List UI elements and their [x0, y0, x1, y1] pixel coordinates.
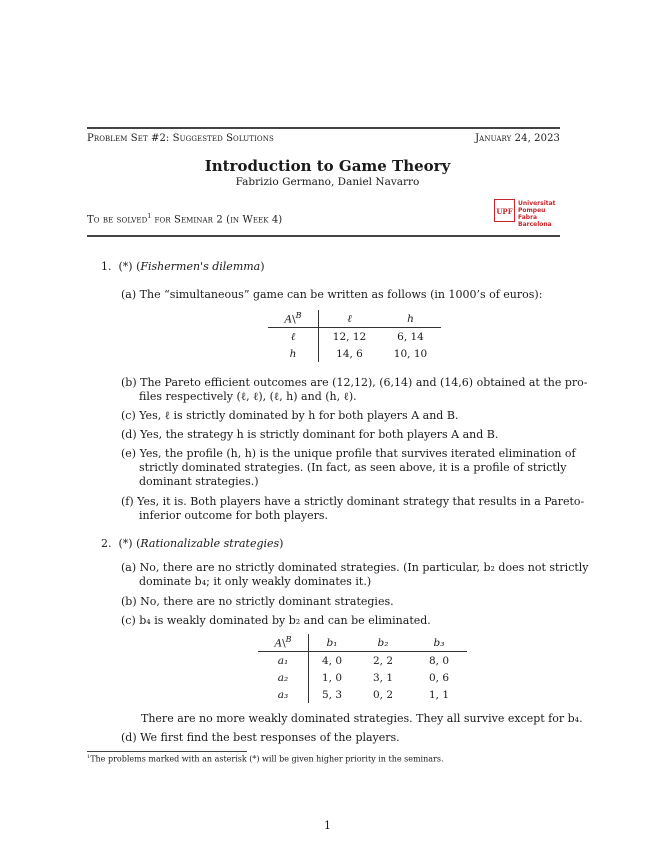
header-left: Problem Set #2: Suggested Solutions [87, 133, 274, 144]
top-rule [87, 127, 560, 129]
page-title: Introduction to Game Theory [204, 157, 451, 175]
header-bottom-rule [87, 235, 560, 237]
subheader-left: To be solved$^1$ for Seminar 2 (in Week 4) [87, 213, 283, 226]
logo-name: Universitat Pompeu Fabra Barcelona [518, 200, 556, 228]
logo-mark: UPF [494, 199, 515, 222]
q1-e: (e) Yes, the profile (h, h) is the unique profile that survives iterated elimination of strictly dominated strategies. (In fact, as seen above, it is a profile of strictly dominant strategies.) [121, 447, 576, 488]
q2-c: (c) b₄ is weakly dominated by b₂ and can be eliminated. [121, 614, 431, 627]
footnote-rule [87, 751, 247, 752]
q1-a: (a) The “simultaneous” game can be written as follows (in 1000’s of euros): [121, 288, 543, 301]
q1-game-table: A\$^B$ ℓ h ℓ 12, 12 6, 14 h 14, 6 10, 10 [268, 310, 441, 362]
footnote: $^1$The problems marked with an asterisk (*) will be given higher priority in the seminars. [87, 754, 444, 764]
q2-a: (a) No, there are no strictly dominated strategies. (In particular, b₂ does not strictly dominate b₄; it only weakly dominates it.) [121, 561, 589, 588]
q2-game-table: A\$^B$ b₁ b₂ b₃ a₁ 4, 0 2, 2 8, 0 a₂ 1, 0 3, 1 0, 6 a₃ 5, 3 0, 2 1, 1 [258, 634, 467, 703]
q1-heading: 1. (*) (Fishermen's dilemma) [101, 260, 265, 273]
authors: Fabrizio Germano, Daniel Navarro [235, 176, 420, 188]
q2-d: (d) We first find the best responses of the players. [121, 731, 400, 744]
q1-f: (f) Yes, it is. Both players have a strictly dominant strategy that results in a Pareto- inferior outcome for both players. [121, 495, 585, 522]
university-logo [494, 199, 560, 228]
q2-heading: 2. (*) (Rationalizable strategies) [101, 537, 284, 550]
q1-d: (d) Yes, the strategy h is strictly dominant for both players A and B. [121, 428, 499, 441]
page-number: 1 [324, 819, 331, 832]
q2-b: (b) No, there are no strictly dominant strategies. [121, 595, 394, 608]
q1-c: (c) Yes, ℓ is strictly dominated by h for both players A and B. [121, 409, 459, 422]
q2-after-table: There are no more weakly dominated strategies. They all survive except for b₄. [141, 712, 583, 725]
header-right: January 24, 2023 [475, 133, 560, 144]
q1-b: (b) The Pareto efficient outcomes are (12,12), (6,14) and (14,6) obtained at the pro- files respectively (ℓ, ℓ), (ℓ, h) and (h, ℓ). [121, 376, 588, 403]
